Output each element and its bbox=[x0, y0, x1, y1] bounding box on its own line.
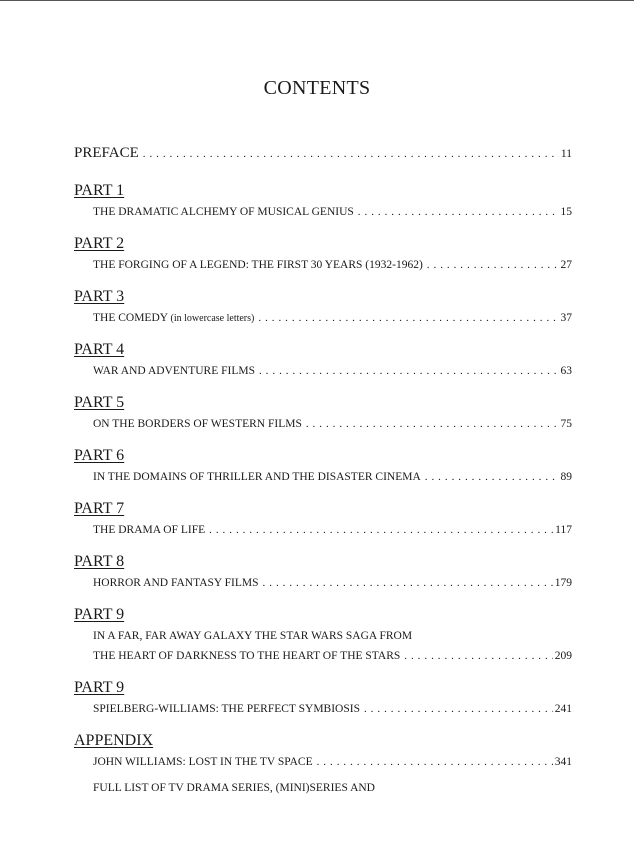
table-of-contents bbox=[74, 145, 572, 808]
toc-entry[interactable] bbox=[74, 308, 572, 328]
page-number: 63 bbox=[560, 365, 572, 377]
toc-entry[interactable] bbox=[74, 202, 572, 222]
entry-title: SPIELBERG-WILLIAMS: THE PERFECT SYMBIOSIS bbox=[93, 703, 360, 715]
entry-title bbox=[93, 308, 254, 329]
entry-title: THE HEART OF DARKNESS TO THE HEART OF THE STARS bbox=[93, 650, 401, 662]
leader-dots bbox=[317, 752, 553, 772]
toc-entry[interactable] bbox=[74, 361, 572, 381]
page-number: 37 bbox=[560, 312, 572, 324]
part-heading: PART 8 bbox=[74, 553, 125, 570]
part-heading: PART 7 bbox=[74, 500, 125, 517]
leader-dots bbox=[263, 573, 553, 593]
part-heading: PART 5 bbox=[74, 394, 125, 411]
entry-title: HORROR AND FANTASY FILMS bbox=[93, 577, 259, 589]
toc-part-4 bbox=[74, 338, 572, 381]
page-number: 27 bbox=[560, 259, 572, 271]
part-heading: PART 2 bbox=[74, 235, 125, 252]
appendix-trailing-entry[interactable]: FULL LIST OF TV DRAMA SERIES, (MINI)SERIES AND bbox=[93, 782, 375, 794]
part-heading: PART 3 bbox=[74, 288, 125, 305]
page-number: 341 bbox=[554, 756, 572, 768]
leader-dots bbox=[358, 202, 559, 222]
toc-entry[interactable] bbox=[74, 699, 572, 719]
page-number: 75 bbox=[560, 418, 572, 430]
page-number: 209 bbox=[554, 650, 572, 662]
page-number: 117 bbox=[555, 524, 572, 536]
part-heading: PART 1 bbox=[74, 182, 125, 199]
leader-dots bbox=[258, 308, 558, 328]
leader-dots bbox=[364, 699, 553, 719]
toc-entry[interactable] bbox=[74, 573, 572, 593]
part-heading: PART 6 bbox=[74, 447, 125, 464]
entry-title: IN THE DOMAINS OF THRILLER AND THE DISASTER CINEMA bbox=[93, 471, 421, 483]
leader-dots bbox=[427, 255, 559, 275]
leader-dots bbox=[306, 414, 559, 434]
preface-label: PREFACE bbox=[74, 145, 139, 161]
toc-entry[interactable] bbox=[74, 414, 572, 434]
toc-part-5 bbox=[74, 391, 572, 434]
appendix-heading: APPENDIX bbox=[74, 732, 154, 749]
toc-part-3 bbox=[74, 285, 572, 328]
toc-part-9-star-wars bbox=[74, 603, 572, 666]
entry-title: THE DRAMATIC ALCHEMY OF MUSICAL GENIUS bbox=[93, 206, 354, 218]
entry-title: THE FORGING OF A LEGEND: THE FIRST 30 YEARS (1932-1962) bbox=[93, 259, 423, 271]
page-number: 241 bbox=[554, 703, 572, 715]
page-top-border bbox=[0, 0, 634, 1]
part-heading: PART 9 bbox=[74, 606, 125, 623]
toc-part-8 bbox=[74, 550, 572, 593]
leader-dots bbox=[259, 361, 559, 381]
toc-part-1 bbox=[74, 179, 572, 222]
toc-part-7 bbox=[74, 497, 572, 540]
toc-appendix bbox=[74, 729, 572, 798]
page-title: CONTENTS bbox=[263, 77, 371, 99]
toc-entry[interactable] bbox=[74, 520, 572, 540]
toc-part-2 bbox=[74, 232, 572, 275]
leader-dots bbox=[143, 148, 559, 160]
toc-entry[interactable] bbox=[74, 646, 572, 666]
toc-entry[interactable] bbox=[74, 467, 572, 487]
toc-entry[interactable] bbox=[74, 752, 572, 772]
entry-title-note: (in lowercase letters) bbox=[170, 313, 255, 324]
leader-dots bbox=[404, 646, 552, 666]
entry-title-line-1[interactable]: IN A FAR, FAR AWAY GALAXY THE STAR WARS SAGA FROM bbox=[93, 630, 413, 642]
page-number: 89 bbox=[560, 471, 572, 483]
entry-title: THE DRAMA OF LIFE bbox=[93, 524, 206, 536]
toc-preface[interactable] bbox=[74, 145, 572, 169]
page-number: 15 bbox=[560, 206, 572, 218]
toc-entry[interactable] bbox=[74, 255, 572, 275]
toc-part-6 bbox=[74, 444, 572, 487]
leader-dots bbox=[209, 520, 553, 540]
entry-title: ON THE BORDERS OF WESTERN FILMS bbox=[93, 418, 302, 430]
entry-title: JOHN WILLIAMS: LOST IN THE TV SPACE bbox=[93, 756, 313, 768]
toc-part-9-spielberg bbox=[74, 676, 572, 719]
page-number: 179 bbox=[554, 577, 572, 589]
part-heading: PART 9 bbox=[74, 679, 125, 696]
leader-dots bbox=[425, 467, 559, 487]
page-number: 11 bbox=[560, 148, 572, 160]
entry-title-main: THE COMEDY bbox=[93, 312, 168, 324]
entry-title: WAR AND ADVENTURE FILMS bbox=[93, 365, 255, 377]
part-heading: PART 4 bbox=[74, 341, 125, 358]
